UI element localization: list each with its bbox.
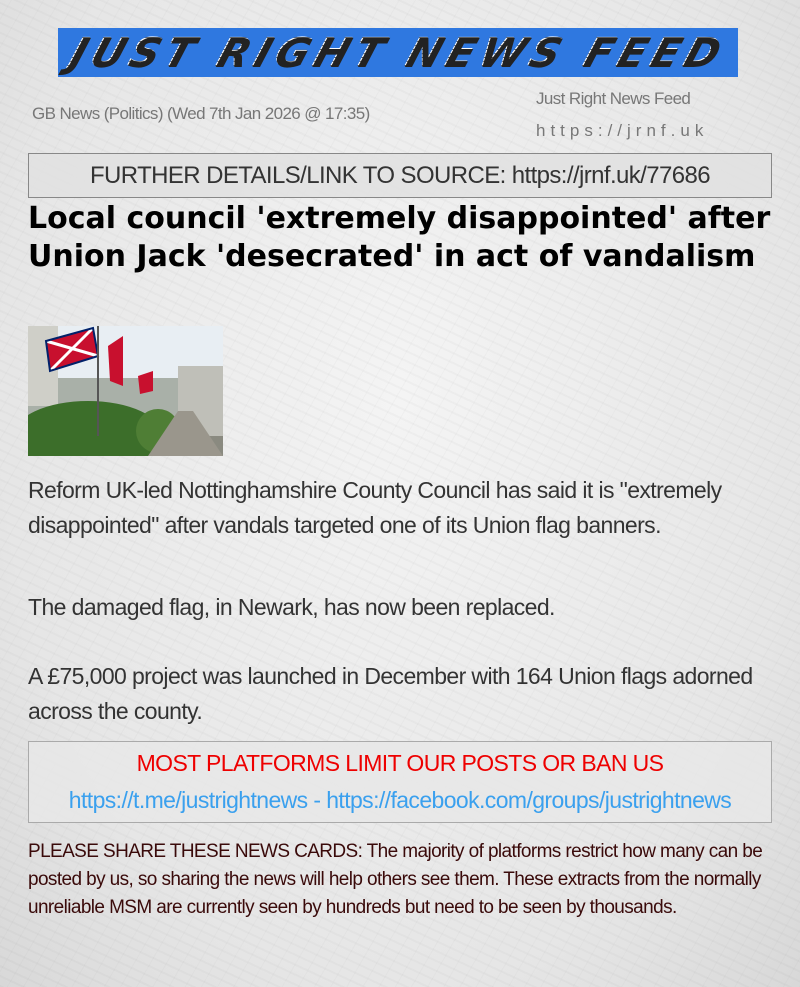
article-title: Local council 'extremely disappointed' after Union Jack 'desecrated' in act of vandalism bbox=[28, 201, 771, 274]
site-logo bbox=[58, 28, 738, 77]
article-image bbox=[28, 326, 223, 456]
source-line: GB News (Politics) (Wed 7th Jan 2026 @ 17:35) bbox=[32, 104, 370, 123]
share-message: PLEASE SHARE THESE NEWS CARDS: The majority of platforms restrict how many can be posted by us, so sharing the news will help others see them. These extracts from the normally unreliable MSM are currently seen by hundreds but need to be seen by thousands. bbox=[28, 841, 763, 918]
platform-warning: MOST PLATFORMS LIMIT OUR POSTS OR BAN US bbox=[136, 750, 664, 776]
source-link-box[interactable]: FURTHER DETAILS/LINK TO SOURCE: https://jrnf.uk/77686 bbox=[28, 153, 772, 198]
social-links[interactable]: https://t.me/justrightnews - https://facebook.com/groups/justrightnews bbox=[68, 787, 732, 813]
logo-text: JUST RIGHT NEWS FEED bbox=[63, 29, 733, 76]
brand-name: Just Right News Feed bbox=[536, 89, 691, 108]
article-paragraph: A £75,000 project was launched in December with 164 Union flags adorned across the county. bbox=[28, 663, 753, 724]
site-url[interactable]: https://jrnf.uk bbox=[536, 121, 709, 140]
promo-box bbox=[28, 741, 772, 823]
union-flags-street-image bbox=[28, 326, 223, 456]
article-paragraph: The damaged flag, in Newark, has now been replaced. bbox=[28, 594, 555, 620]
article-paragraph: Reform UK-led Nottinghamshire County Council has said it is "extremely disappointed" after vandals targeted one of its Union flag banners. bbox=[28, 477, 722, 538]
